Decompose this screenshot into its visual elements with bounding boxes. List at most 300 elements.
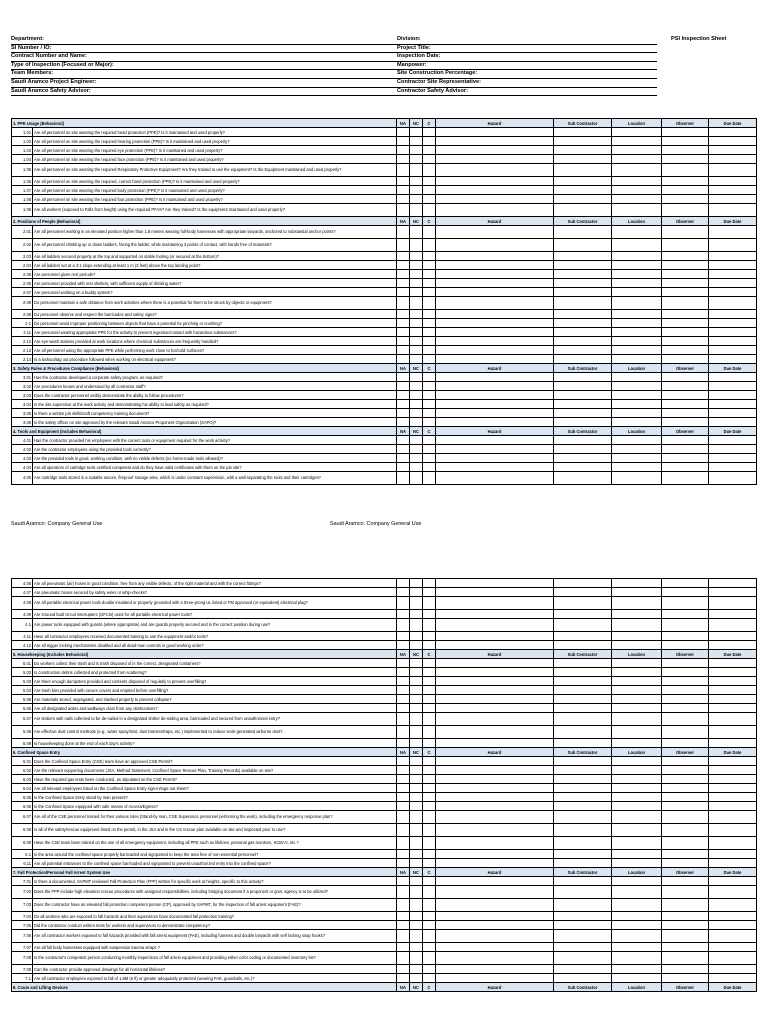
due-date-cell[interactable] — [709, 713, 757, 726]
subcontractor-cell[interactable] — [554, 943, 612, 952]
hazard-cell[interactable] — [436, 677, 554, 686]
hazard-cell[interactable] — [436, 943, 554, 952]
due-date-cell[interactable] — [709, 668, 757, 677]
subcontractor-cell[interactable] — [554, 899, 612, 912]
subcontractor-cell[interactable] — [554, 128, 612, 137]
hazard-cell[interactable] — [436, 811, 554, 824]
location-cell[interactable] — [612, 319, 662, 328]
hazard-cell[interactable] — [436, 252, 554, 261]
location-cell[interactable] — [612, 373, 662, 382]
nc-cell[interactable] — [410, 775, 423, 784]
c-cell[interactable] — [423, 766, 436, 775]
nc-cell[interactable] — [410, 463, 423, 472]
na-cell[interactable] — [397, 177, 410, 186]
hazard-cell[interactable] — [436, 400, 554, 409]
c-cell[interactable] — [423, 472, 436, 485]
na-cell[interactable] — [397, 137, 410, 146]
due-date-cell[interactable] — [709, 418, 757, 427]
nc-cell[interactable] — [410, 686, 423, 695]
subcontractor-cell[interactable] — [554, 346, 612, 355]
due-date-cell[interactable] — [709, 400, 757, 409]
observer-cell[interactable] — [662, 226, 709, 239]
due-date-cell[interactable] — [709, 252, 757, 261]
subcontractor-cell[interactable] — [554, 463, 612, 472]
hazard-cell[interactable] — [436, 310, 554, 319]
location-cell[interactable] — [612, 850, 662, 859]
subcontractor-cell[interactable] — [554, 713, 612, 726]
c-cell[interactable] — [423, 382, 436, 391]
due-date-cell[interactable] — [709, 355, 757, 364]
due-date-cell[interactable] — [709, 226, 757, 239]
location-cell[interactable] — [612, 186, 662, 195]
nc-cell[interactable] — [410, 319, 423, 328]
nc-cell[interactable] — [410, 757, 423, 766]
location-cell[interactable] — [612, 328, 662, 337]
observer-cell[interactable] — [662, 588, 709, 597]
due-date-cell[interactable] — [709, 391, 757, 400]
due-date-cell[interactable] — [709, 877, 757, 886]
nc-cell[interactable] — [410, 297, 423, 310]
hazard-cell[interactable] — [436, 288, 554, 297]
c-cell[interactable] — [423, 610, 436, 619]
nc-cell[interactable] — [410, 445, 423, 454]
nc-cell[interactable] — [410, 177, 423, 186]
subcontractor-cell[interactable] — [554, 239, 612, 252]
hazard-cell[interactable] — [436, 930, 554, 943]
due-date-cell[interactable] — [709, 686, 757, 695]
hazard-cell[interactable] — [436, 952, 554, 965]
na-cell[interactable] — [397, 726, 410, 739]
observer-cell[interactable] — [662, 279, 709, 288]
observer-cell[interactable] — [662, 921, 709, 930]
location-cell[interactable] — [612, 610, 662, 619]
observer-cell[interactable] — [662, 204, 709, 217]
c-cell[interactable] — [423, 155, 436, 164]
observer-cell[interactable] — [662, 355, 709, 364]
hazard-cell[interactable] — [436, 912, 554, 921]
location-cell[interactable] — [612, 619, 662, 632]
c-cell[interactable] — [423, 921, 436, 930]
due-date-cell[interactable] — [709, 695, 757, 704]
due-date-cell[interactable] — [709, 943, 757, 952]
hazard-cell[interactable] — [436, 319, 554, 328]
observer-cell[interactable] — [662, 146, 709, 155]
location-cell[interactable] — [612, 400, 662, 409]
subcontractor-cell[interactable] — [554, 921, 612, 930]
due-date-cell[interactable] — [709, 445, 757, 454]
due-date-cell[interactable] — [709, 766, 757, 775]
location-cell[interactable] — [612, 837, 662, 850]
observer-cell[interactable] — [662, 837, 709, 850]
due-date-cell[interactable] — [709, 409, 757, 418]
due-date-cell[interactable] — [709, 155, 757, 164]
location-cell[interactable] — [612, 436, 662, 445]
subcontractor-cell[interactable] — [554, 952, 612, 965]
hazard-cell[interactable] — [436, 619, 554, 632]
hazard-cell[interactable] — [436, 445, 554, 454]
na-cell[interactable] — [397, 930, 410, 943]
c-cell[interactable] — [423, 850, 436, 859]
c-cell[interactable] — [423, 204, 436, 217]
c-cell[interactable] — [423, 704, 436, 713]
location-cell[interactable] — [612, 739, 662, 748]
location-cell[interactable] — [612, 668, 662, 677]
nc-cell[interactable] — [410, 400, 423, 409]
na-cell[interactable] — [397, 195, 410, 204]
nc-cell[interactable] — [410, 382, 423, 391]
location-cell[interactable] — [612, 930, 662, 943]
nc-cell[interactable] — [410, 921, 423, 930]
subcontractor-cell[interactable] — [554, 155, 612, 164]
hazard-cell[interactable] — [436, 204, 554, 217]
subcontractor-cell[interactable] — [554, 704, 612, 713]
hazard-cell[interactable] — [436, 632, 554, 641]
nc-cell[interactable] — [410, 695, 423, 704]
nc-cell[interactable] — [410, 436, 423, 445]
subcontractor-cell[interactable] — [554, 811, 612, 824]
due-date-cell[interactable] — [709, 128, 757, 137]
observer-cell[interactable] — [662, 632, 709, 641]
nc-cell[interactable] — [410, 739, 423, 748]
nc-cell[interactable] — [410, 632, 423, 641]
observer-cell[interactable] — [662, 373, 709, 382]
c-cell[interactable] — [423, 597, 436, 610]
na-cell[interactable] — [397, 155, 410, 164]
observer-cell[interactable] — [662, 877, 709, 886]
c-cell[interactable] — [423, 632, 436, 641]
subcontractor-cell[interactable] — [554, 597, 612, 610]
c-cell[interactable] — [423, 226, 436, 239]
hazard-cell[interactable] — [436, 695, 554, 704]
na-cell[interactable] — [397, 965, 410, 974]
location-cell[interactable] — [612, 704, 662, 713]
c-cell[interactable] — [423, 239, 436, 252]
subcontractor-cell[interactable] — [554, 252, 612, 261]
subcontractor-cell[interactable] — [554, 382, 612, 391]
observer-cell[interactable] — [662, 346, 709, 355]
subcontractor-cell[interactable] — [554, 659, 612, 668]
observer-cell[interactable] — [662, 472, 709, 485]
location-cell[interactable] — [612, 659, 662, 668]
due-date-cell[interactable] — [709, 850, 757, 859]
c-cell[interactable] — [423, 391, 436, 400]
location-cell[interactable] — [612, 164, 662, 177]
due-date-cell[interactable] — [709, 472, 757, 485]
c-cell[interactable] — [423, 739, 436, 748]
due-date-cell[interactable] — [709, 930, 757, 943]
na-cell[interactable] — [397, 677, 410, 686]
due-date-cell[interactable] — [709, 137, 757, 146]
location-cell[interactable] — [612, 337, 662, 346]
location-cell[interactable] — [612, 445, 662, 454]
na-cell[interactable] — [397, 850, 410, 859]
c-cell[interactable] — [423, 337, 436, 346]
due-date-cell[interactable] — [709, 659, 757, 668]
c-cell[interactable] — [423, 824, 436, 837]
observer-cell[interactable] — [662, 382, 709, 391]
location-cell[interactable] — [612, 713, 662, 726]
nc-cell[interactable] — [410, 726, 423, 739]
subcontractor-cell[interactable] — [554, 757, 612, 766]
hazard-cell[interactable] — [436, 436, 554, 445]
subcontractor-cell[interactable] — [554, 802, 612, 811]
nc-cell[interactable] — [410, 793, 423, 802]
hazard-cell[interactable] — [436, 373, 554, 382]
nc-cell[interactable] — [410, 619, 423, 632]
nc-cell[interactable] — [410, 610, 423, 619]
observer-cell[interactable] — [662, 619, 709, 632]
subcontractor-cell[interactable] — [554, 686, 612, 695]
due-date-cell[interactable] — [709, 811, 757, 824]
observer-cell[interactable] — [662, 668, 709, 677]
na-cell[interactable] — [397, 391, 410, 400]
c-cell[interactable] — [423, 965, 436, 974]
subcontractor-cell[interactable] — [554, 579, 612, 588]
nc-cell[interactable] — [410, 195, 423, 204]
location-cell[interactable] — [612, 641, 662, 650]
due-date-cell[interactable] — [709, 337, 757, 346]
na-cell[interactable] — [397, 921, 410, 930]
due-date-cell[interactable] — [709, 632, 757, 641]
hazard-cell[interactable] — [436, 899, 554, 912]
na-cell[interactable] — [397, 319, 410, 328]
hazard-cell[interactable] — [436, 409, 554, 418]
hazard-cell[interactable] — [436, 726, 554, 739]
hazard-cell[interactable] — [436, 270, 554, 279]
due-date-cell[interactable] — [709, 704, 757, 713]
subcontractor-cell[interactable] — [554, 319, 612, 328]
hazard-cell[interactable] — [436, 328, 554, 337]
observer-cell[interactable] — [662, 418, 709, 427]
observer-cell[interactable] — [662, 886, 709, 899]
c-cell[interactable] — [423, 668, 436, 677]
hazard-cell[interactable] — [436, 261, 554, 270]
subcontractor-cell[interactable] — [554, 409, 612, 418]
nc-cell[interactable] — [410, 886, 423, 899]
na-cell[interactable] — [397, 288, 410, 297]
c-cell[interactable] — [423, 297, 436, 310]
nc-cell[interactable] — [410, 912, 423, 921]
c-cell[interactable] — [423, 802, 436, 811]
subcontractor-cell[interactable] — [554, 186, 612, 195]
c-cell[interactable] — [423, 409, 436, 418]
due-date-cell[interactable] — [709, 436, 757, 445]
observer-cell[interactable] — [662, 409, 709, 418]
hazard-cell[interactable] — [436, 164, 554, 177]
nc-cell[interactable] — [410, 261, 423, 270]
observer-cell[interactable] — [662, 965, 709, 974]
hazard-cell[interactable] — [436, 850, 554, 859]
c-cell[interactable] — [423, 930, 436, 943]
hazard-cell[interactable] — [436, 597, 554, 610]
location-cell[interactable] — [612, 137, 662, 146]
hazard-cell[interactable] — [436, 668, 554, 677]
na-cell[interactable] — [397, 239, 410, 252]
c-cell[interactable] — [423, 713, 436, 726]
hazard-cell[interactable] — [436, 837, 554, 850]
observer-cell[interactable] — [662, 784, 709, 793]
c-cell[interactable] — [423, 886, 436, 899]
nc-cell[interactable] — [410, 579, 423, 588]
location-cell[interactable] — [612, 463, 662, 472]
location-cell[interactable] — [612, 793, 662, 802]
due-date-cell[interactable] — [709, 328, 757, 337]
c-cell[interactable] — [423, 261, 436, 270]
na-cell[interactable] — [397, 597, 410, 610]
na-cell[interactable] — [397, 974, 410, 983]
observer-cell[interactable] — [662, 270, 709, 279]
na-cell[interactable] — [397, 128, 410, 137]
subcontractor-cell[interactable] — [554, 632, 612, 641]
na-cell[interactable] — [397, 632, 410, 641]
nc-cell[interactable] — [410, 802, 423, 811]
location-cell[interactable] — [612, 239, 662, 252]
observer-cell[interactable] — [662, 186, 709, 195]
c-cell[interactable] — [423, 588, 436, 597]
c-cell[interactable] — [423, 974, 436, 983]
due-date-cell[interactable] — [709, 899, 757, 912]
nc-cell[interactable] — [410, 346, 423, 355]
c-cell[interactable] — [423, 877, 436, 886]
hazard-cell[interactable] — [436, 146, 554, 155]
hazard-cell[interactable] — [436, 784, 554, 793]
observer-cell[interactable] — [662, 337, 709, 346]
observer-cell[interactable] — [662, 177, 709, 186]
hazard-cell[interactable] — [436, 921, 554, 930]
hazard-cell[interactable] — [436, 239, 554, 252]
hazard-cell[interactable] — [436, 802, 554, 811]
location-cell[interactable] — [612, 899, 662, 912]
observer-cell[interactable] — [662, 824, 709, 837]
nc-cell[interactable] — [410, 418, 423, 427]
observer-cell[interactable] — [662, 195, 709, 204]
location-cell[interactable] — [612, 454, 662, 463]
due-date-cell[interactable] — [709, 802, 757, 811]
subcontractor-cell[interactable] — [554, 930, 612, 943]
na-cell[interactable] — [397, 445, 410, 454]
c-cell[interactable] — [423, 270, 436, 279]
nc-cell[interactable] — [410, 226, 423, 239]
nc-cell[interactable] — [410, 146, 423, 155]
c-cell[interactable] — [423, 641, 436, 650]
location-cell[interactable] — [612, 355, 662, 364]
subcontractor-cell[interactable] — [554, 793, 612, 802]
na-cell[interactable] — [397, 328, 410, 337]
observer-cell[interactable] — [662, 974, 709, 983]
nc-cell[interactable] — [410, 288, 423, 297]
due-date-cell[interactable] — [709, 965, 757, 974]
subcontractor-cell[interactable] — [554, 279, 612, 288]
location-cell[interactable] — [612, 921, 662, 930]
observer-cell[interactable] — [662, 445, 709, 454]
c-cell[interactable] — [423, 128, 436, 137]
na-cell[interactable] — [397, 418, 410, 427]
due-date-cell[interactable] — [709, 261, 757, 270]
due-date-cell[interactable] — [709, 952, 757, 965]
c-cell[interactable] — [423, 177, 436, 186]
c-cell[interactable] — [423, 355, 436, 364]
c-cell[interactable] — [423, 619, 436, 632]
due-date-cell[interactable] — [709, 775, 757, 784]
hazard-cell[interactable] — [436, 886, 554, 899]
subcontractor-cell[interactable] — [554, 877, 612, 886]
na-cell[interactable] — [397, 310, 410, 319]
observer-cell[interactable] — [662, 704, 709, 713]
subcontractor-cell[interactable] — [554, 677, 612, 686]
subcontractor-cell[interactable] — [554, 297, 612, 310]
nc-cell[interactable] — [410, 899, 423, 912]
observer-cell[interactable] — [662, 261, 709, 270]
location-cell[interactable] — [612, 195, 662, 204]
observer-cell[interactable] — [662, 137, 709, 146]
na-cell[interactable] — [397, 837, 410, 850]
nc-cell[interactable] — [410, 355, 423, 364]
location-cell[interactable] — [612, 952, 662, 965]
nc-cell[interactable] — [410, 824, 423, 837]
hazard-cell[interactable] — [436, 877, 554, 886]
observer-cell[interactable] — [662, 128, 709, 137]
na-cell[interactable] — [397, 186, 410, 195]
location-cell[interactable] — [612, 974, 662, 983]
na-cell[interactable] — [397, 146, 410, 155]
nc-cell[interactable] — [410, 204, 423, 217]
hazard-cell[interactable] — [436, 610, 554, 619]
subcontractor-cell[interactable] — [554, 355, 612, 364]
observer-cell[interactable] — [662, 713, 709, 726]
nc-cell[interactable] — [410, 659, 423, 668]
c-cell[interactable] — [423, 837, 436, 850]
c-cell[interactable] — [423, 328, 436, 337]
na-cell[interactable] — [397, 668, 410, 677]
location-cell[interactable] — [612, 677, 662, 686]
due-date-cell[interactable] — [709, 239, 757, 252]
na-cell[interactable] — [397, 899, 410, 912]
observer-cell[interactable] — [662, 775, 709, 784]
hazard-cell[interactable] — [436, 337, 554, 346]
c-cell[interactable] — [423, 454, 436, 463]
hazard-cell[interactable] — [436, 155, 554, 164]
observer-cell[interactable] — [662, 811, 709, 824]
observer-cell[interactable] — [662, 952, 709, 965]
hazard-cell[interactable] — [436, 793, 554, 802]
c-cell[interactable] — [423, 677, 436, 686]
location-cell[interactable] — [612, 965, 662, 974]
hazard-cell[interactable] — [436, 588, 554, 597]
c-cell[interactable] — [423, 793, 436, 802]
subcontractor-cell[interactable] — [554, 310, 612, 319]
location-cell[interactable] — [612, 472, 662, 485]
subcontractor-cell[interactable] — [554, 824, 612, 837]
due-date-cell[interactable] — [709, 382, 757, 391]
hazard-cell[interactable] — [436, 346, 554, 355]
c-cell[interactable] — [423, 164, 436, 177]
na-cell[interactable] — [397, 270, 410, 279]
c-cell[interactable] — [423, 310, 436, 319]
observer-cell[interactable] — [662, 610, 709, 619]
nc-cell[interactable] — [410, 472, 423, 485]
nc-cell[interactable] — [410, 270, 423, 279]
subcontractor-cell[interactable] — [554, 775, 612, 784]
subcontractor-cell[interactable] — [554, 328, 612, 337]
na-cell[interactable] — [397, 382, 410, 391]
observer-cell[interactable] — [662, 597, 709, 610]
observer-cell[interactable] — [662, 802, 709, 811]
location-cell[interactable] — [612, 155, 662, 164]
na-cell[interactable] — [397, 252, 410, 261]
nc-cell[interactable] — [410, 641, 423, 650]
na-cell[interactable] — [397, 811, 410, 824]
na-cell[interactable] — [397, 346, 410, 355]
